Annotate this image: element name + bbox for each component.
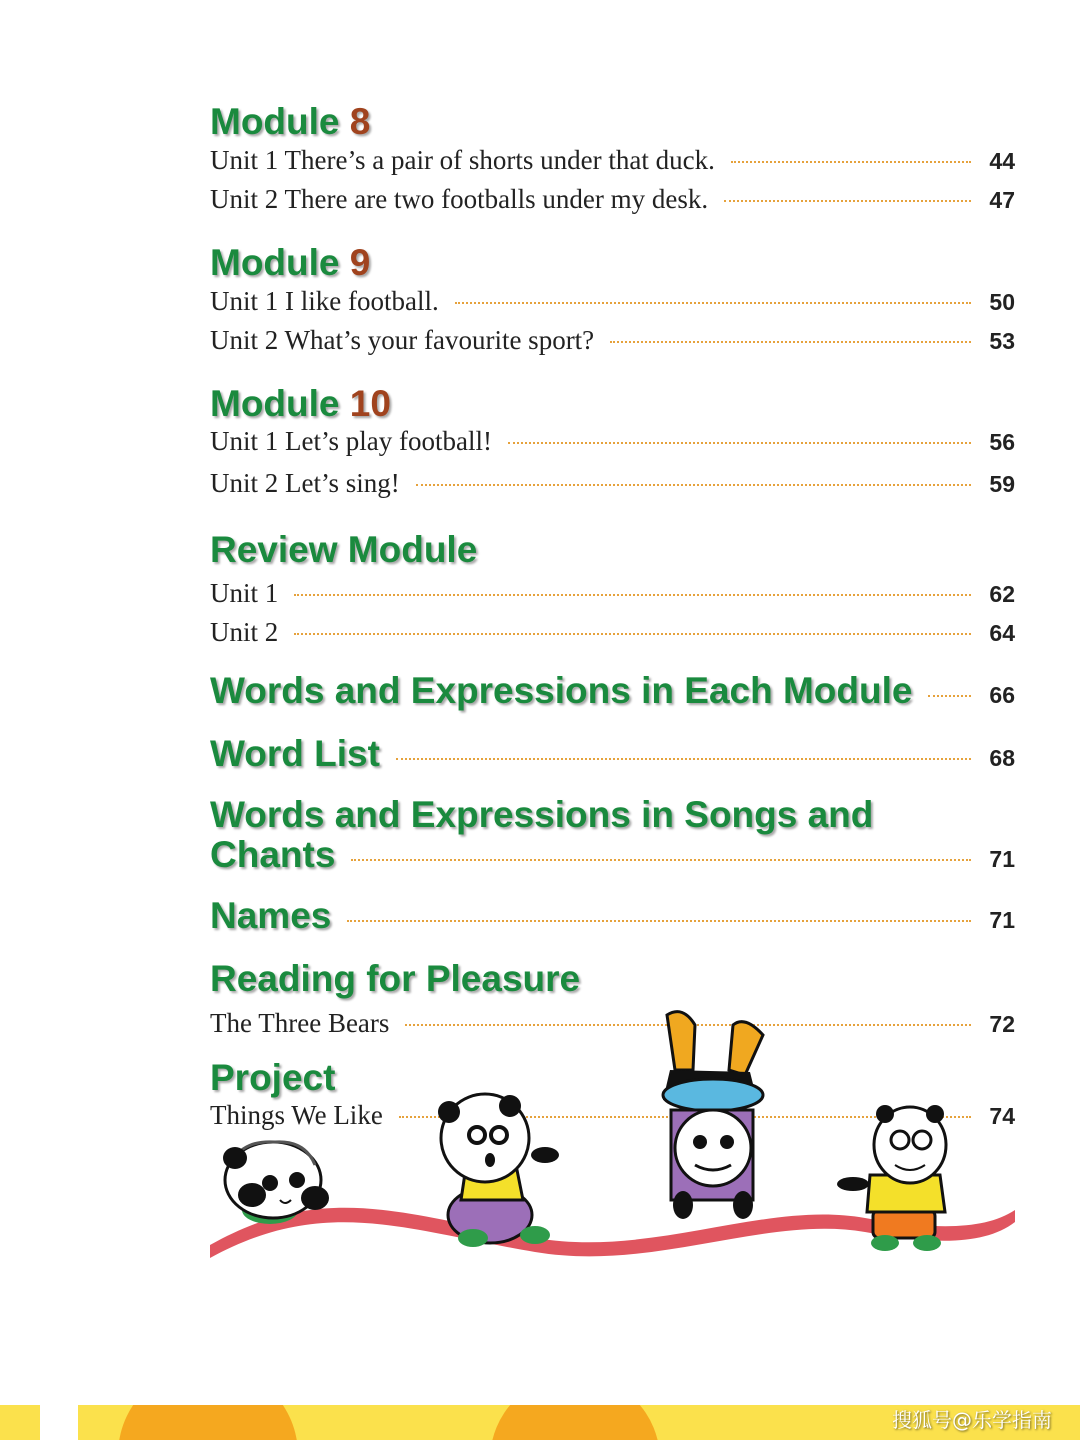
entry-label: The Three Bears xyxy=(210,1008,390,1038)
page-number: 62 xyxy=(989,581,1015,607)
toc-entry-songs-chants[interactable] xyxy=(210,834,1015,878)
toc-entry[interactable] xyxy=(210,145,1015,181)
toc-entry[interactable] xyxy=(210,325,1015,361)
songs-chants-heading-line1: Words and Expressions in Songs and xyxy=(210,794,874,835)
entry-label: Words and Expressions in Each Module xyxy=(210,670,913,711)
page-number: 47 xyxy=(989,187,1015,213)
leader-dots xyxy=(416,484,971,486)
toc-entry[interactable] xyxy=(210,286,1015,322)
entry-label: Unit 2 xyxy=(210,617,279,647)
page-number: 71 xyxy=(989,846,1015,872)
panda-surprised xyxy=(438,1094,559,1247)
module-title: Module xyxy=(210,242,340,283)
entry-label: Names xyxy=(210,895,332,936)
footer-circle xyxy=(118,1405,298,1440)
page-number: 68 xyxy=(989,745,1015,771)
watermark: 搜狐号@乐学指南 xyxy=(892,1408,1052,1432)
footer-gap xyxy=(40,1405,78,1440)
reading-heading: Reading for Pleasure xyxy=(210,958,581,999)
toc-entry-word-list[interactable] xyxy=(210,733,1015,777)
leader-dots xyxy=(508,442,971,444)
module-title: Module xyxy=(210,383,340,424)
page-number: 71 xyxy=(989,907,1015,933)
entry-label: Unit 1 Let’s play football! xyxy=(210,426,492,456)
module-8-heading xyxy=(210,102,370,142)
toc-entry[interactable] xyxy=(210,426,1015,462)
toc-entry[interactable] xyxy=(210,468,1015,504)
page-number: 53 xyxy=(989,328,1015,354)
entry-label: Unit 1 I like football. xyxy=(210,286,439,316)
entry-label: Unit 2 Let’s sing! xyxy=(210,468,400,498)
footer-circle xyxy=(490,1405,660,1440)
leader-dots xyxy=(731,161,971,163)
page-number: 72 xyxy=(989,1011,1015,1037)
page-number: 74 xyxy=(989,1103,1015,1129)
entry-label: Unit 1 There’s a pair of shorts under that duck. xyxy=(210,145,715,175)
page-number: 50 xyxy=(989,289,1015,315)
leader-dots xyxy=(294,594,971,596)
entry-label: Unit 1 xyxy=(210,578,279,608)
toc-entry-words-expressions[interactable] xyxy=(210,670,1015,714)
leader-dots xyxy=(455,302,971,304)
leader-dots xyxy=(396,758,971,760)
entry-label: Unit 2 There are two footballs under my desk. xyxy=(210,184,709,214)
entry-label: Word List xyxy=(210,733,380,774)
toc-entry-names[interactable] xyxy=(210,895,1015,939)
panda-handstand xyxy=(663,1012,763,1219)
pandas-illustration xyxy=(205,1000,1025,1270)
page-number: 64 xyxy=(989,620,1015,646)
module-9-heading xyxy=(210,243,370,283)
leader-dots xyxy=(610,341,971,343)
module-number: 8 xyxy=(349,101,371,142)
entry-label: Chants xyxy=(210,834,336,875)
toc-entry[interactable] xyxy=(210,617,1015,653)
page-number: 59 xyxy=(989,471,1015,497)
entry-label: Unit 2 What’s your favourite sport? xyxy=(210,325,595,355)
module-number: 9 xyxy=(349,242,371,283)
leader-dots xyxy=(724,200,971,202)
module-10-heading xyxy=(210,384,391,424)
page-number: 56 xyxy=(989,429,1015,455)
toc-entry[interactable] xyxy=(210,578,1015,614)
toc-entry[interactable] xyxy=(210,184,1015,220)
module-number: 10 xyxy=(349,383,391,424)
module-title: Review Module xyxy=(210,529,478,570)
page-number: 66 xyxy=(989,682,1015,708)
page-number: 44 xyxy=(989,148,1015,174)
entry-label: Things We Like xyxy=(210,1100,383,1130)
leader-dots xyxy=(347,920,971,922)
module-title: Module xyxy=(210,101,340,142)
leader-dots xyxy=(928,695,971,697)
review-module-heading xyxy=(210,530,477,570)
project-heading: Project xyxy=(210,1057,336,1098)
leader-dots xyxy=(351,859,971,861)
leader-dots xyxy=(294,633,971,635)
